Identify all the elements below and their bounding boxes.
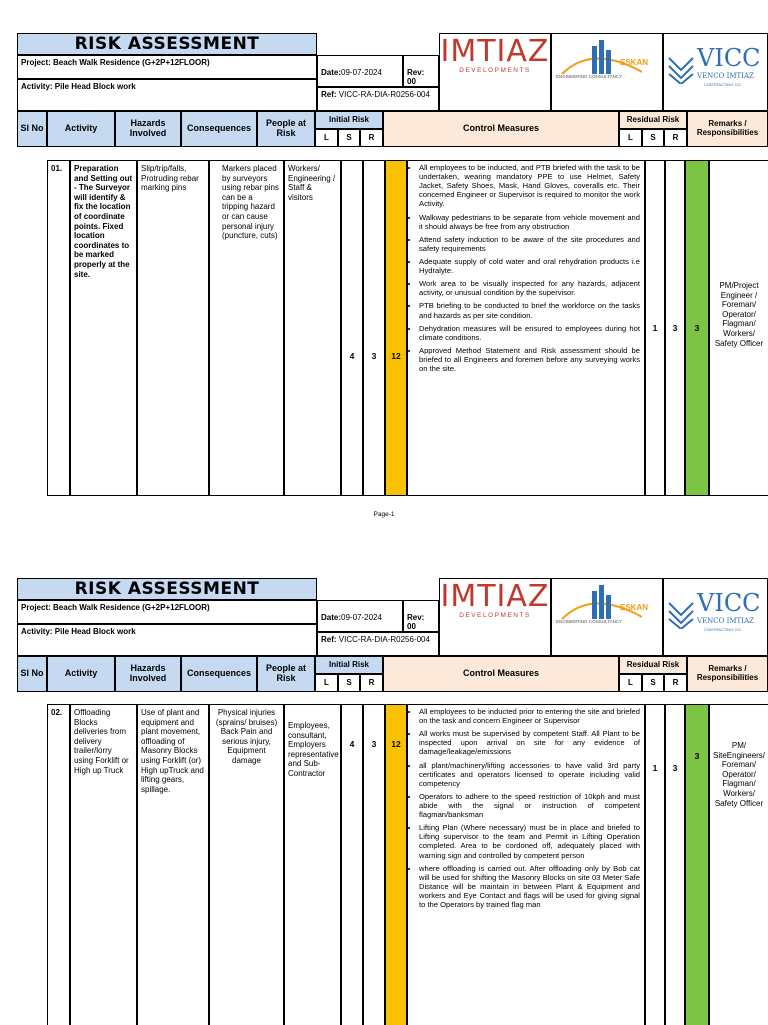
activity-field: Activity: Pile Head Block work [17,624,317,656]
col-res-r: R [664,674,687,692]
res-l: 1 [645,161,665,495]
col-remarks: Remarks / Responsibilities [687,656,768,692]
control-list [411,163,640,373]
control-measures [407,161,645,495]
col-res-l: L [619,129,642,147]
control-measure-item: • PTB briefing to be conducted to brief the workforce on the tasks and hazards as per site condition. [419,301,640,319]
col-hazards: Hazards Involved [115,656,181,692]
table-row [47,704,768,1025]
vicc-mark-icon [668,599,694,629]
row-hazards: Use of plant and equipment and plant movement, offloading of Masonry Blocks using Forklift (or) High upTruck and lifting gears, spillage. [137,705,209,1025]
res-r: 3 [685,161,709,495]
col-res-l: L [619,674,642,692]
control-measure-item: • Attend safety induction to be aware of the site procedures and safety requirements [419,235,640,253]
ref-field: Ref: VICC-RA-DIA-R0256-004 [317,87,439,111]
ref-field: Ref: VICC-RA-DIA-R0256-004 [317,632,439,656]
col-sl-no: Sl No [17,111,47,147]
col-consequences: Consequences [181,111,257,147]
col-init-s: S [338,674,360,692]
date-field: Date:09-07-2024 [317,55,403,87]
col-control: Control Measures [383,111,619,147]
init-s: 3 [363,161,385,495]
row-hazards: Slip/trip/falls, Protruding rebar marking pins [137,161,209,495]
col-init-l: L [315,129,338,147]
vicc-mark-icon [668,54,694,84]
control-measure-item: • Approved Method Statement and Risk assessment should be briefed to all Engineers and foremen before any surveying works on the site. [419,346,640,373]
col-res-s: S [642,129,664,147]
page-number: Page-1 [373,511,395,518]
control-measure-item: • All works must be supervised by competent Staff. All Plant to be inspected upon arrival on site for any evidence of damage/leakage/emissions [419,729,640,756]
header-block [17,578,768,703]
col-initial-risk: Initial Risk [315,656,383,674]
row-people: Workers/ Engineering / Staff & visitors [284,161,341,495]
col-init-r: R [360,129,383,147]
row-people: Employees, consultant, Employers representative and Sub-Contractor [284,705,341,1025]
rev-field: Rev: 00 [403,55,439,87]
eskan-logo: ESKAN ENGINEERING CONSULTANCY [551,33,663,111]
col-initial-risk: Initial Risk [315,111,383,129]
imtiaz-logo: IMTIAZ DEVELOPMENTS [439,33,551,111]
col-control: Control Measures [383,656,619,692]
col-remarks: Remarks / Responsibilities [687,111,768,147]
init-r: 12 [385,705,407,1025]
control-measure-item: • All employees to be inducted prior to entering the site and briefed on the task and concern Engineer or Supervisor [419,707,640,725]
rev-field: Rev: 00 [403,600,439,632]
row-consequences: Markers placed by surveyors using rebar pins can be a tripping hazard or can cause personal injury (puncture, cuts) [209,161,284,495]
control-measure-item: • Dehydration measures will be ensured to employees during hot climate conditions. [419,324,640,342]
col-consequences: Consequences [181,656,257,692]
init-l: 4 [341,705,363,1025]
init-r: 12 [385,161,407,495]
init-s: 3 [363,705,385,1025]
project-field: Project: Beach Walk Residence (G+2P+12FLOOR) [17,55,317,79]
header-block [17,33,768,158]
table-row [47,160,768,496]
res-l: 1 [645,705,665,1025]
control-measure-item: • Adequate supply of cold water and oral rehydration products i.e Hydralyte. [419,257,640,275]
res-s: 3 [665,705,685,1025]
date-field: Date:09-07-2024 [317,600,403,632]
control-measure-item: • All employees to be inducted, and PTB briefed with the task to be undertaken, wearing mandatory PPE to use Helmet, Safety Jacket, Safety Shoes, Mask, Hand Gloves, coveralls etc. Their concerned Engineer or Supervisor is required to monitor the work Activity. [419,163,640,209]
row-consequences: Physical injuries (sprains/ bruises) Back Pain and serious injury, Equipment damage [209,705,284,1025]
control-measure-item: • all plant/machinery/lifting accessories to have valid 3rd party certificates and operators licensed to operate including valid competency [419,761,640,788]
imtiaz-logo: IMTIAZ DEVELOPMENTS [439,578,551,656]
col-residual-risk: Residual Risk [619,111,687,129]
res-r: 3 [685,705,709,1025]
row-activity: Offloading Blocks deliveries from delivery trailer/lorry using Forklift or High up Truck [70,705,137,1025]
col-init-r: R [360,674,383,692]
project-field: Project: Beach Walk Residence (G+2P+12FLOOR) [17,600,317,624]
control-measure-item: • Work area to be visually inspected for any hazards, adjacent activity, or unusual condition by the supervisor. [419,279,640,297]
col-people: People at Risk [257,111,315,147]
vicc-logo: VICC VENCO IMTIAZ CONTRACTING CO. [663,33,768,111]
row-remarks: PM/ SiteEngineers/ Foreman/ Operator/ Flagman/ Workers/ Safety Officer [709,705,768,1025]
control-measure-item: • where offloading is carried out. After offloading only by Bob cat will be used for shifting the Masonry Blocks on site 03 Meter Safe Distance will be maintain in between Plant & Equipment and workers and Eye Contact and flags will be used for giving signal to the Operators by trained flag man [419,864,640,910]
col-res-s: S [642,674,664,692]
res-s: 3 [665,161,685,495]
col-residual-risk: Residual Risk [619,656,687,674]
control-list [411,707,640,909]
col-res-r: R [664,129,687,147]
init-l: 4 [341,161,363,495]
page-title: RISK ASSESSMENT [17,578,317,600]
col-init-s: S [338,129,360,147]
row-remarks: PM/Project Engineer / Foreman/ Operator/ Flagman/ Workers/ Safety Officer [709,161,768,495]
row-no: 01. [47,161,70,495]
col-hazards: Hazards Involved [115,111,181,147]
activity-field: Activity: Pile Head Block work [17,79,317,111]
col-people: People at Risk [257,656,315,692]
col-sl-no: Sl No [17,656,47,692]
vicc-logo: VICC VENCO IMTIAZ CONTRACTING CO. [663,578,768,656]
control-measure-item: • Operators to adhere to the speed restriction of 10kph and must abide with the signal or instruction of competent flagman/banksman [419,792,640,819]
col-activity: Activity [47,656,115,692]
control-measures [407,705,645,1025]
col-init-l: L [315,674,338,692]
control-measure-item: • Walkway pedestrians to be separate from vehicle movement and it should always be free from any obstruction [419,213,640,231]
page-title: RISK ASSESSMENT [17,33,317,55]
eskan-logo: ESKAN ENGINEERING CONSULTANCY [551,578,663,656]
col-activity: Activity [47,111,115,147]
control-measure-item: • Lifting Plan (Where necessary) must be in place and briefed to Lifting supervisor to the team and Permit in Lifting Operation completed. Area to be cordoned off, adequately placed with warning sign and controlled by competent person [419,823,640,859]
row-activity: Preparation and Setting out - The Surveyor will identify & fix the location of coordinate points. Fixed location coordinates to be marked properly at the site. [70,161,137,495]
row-no: 02. [47,705,70,1025]
